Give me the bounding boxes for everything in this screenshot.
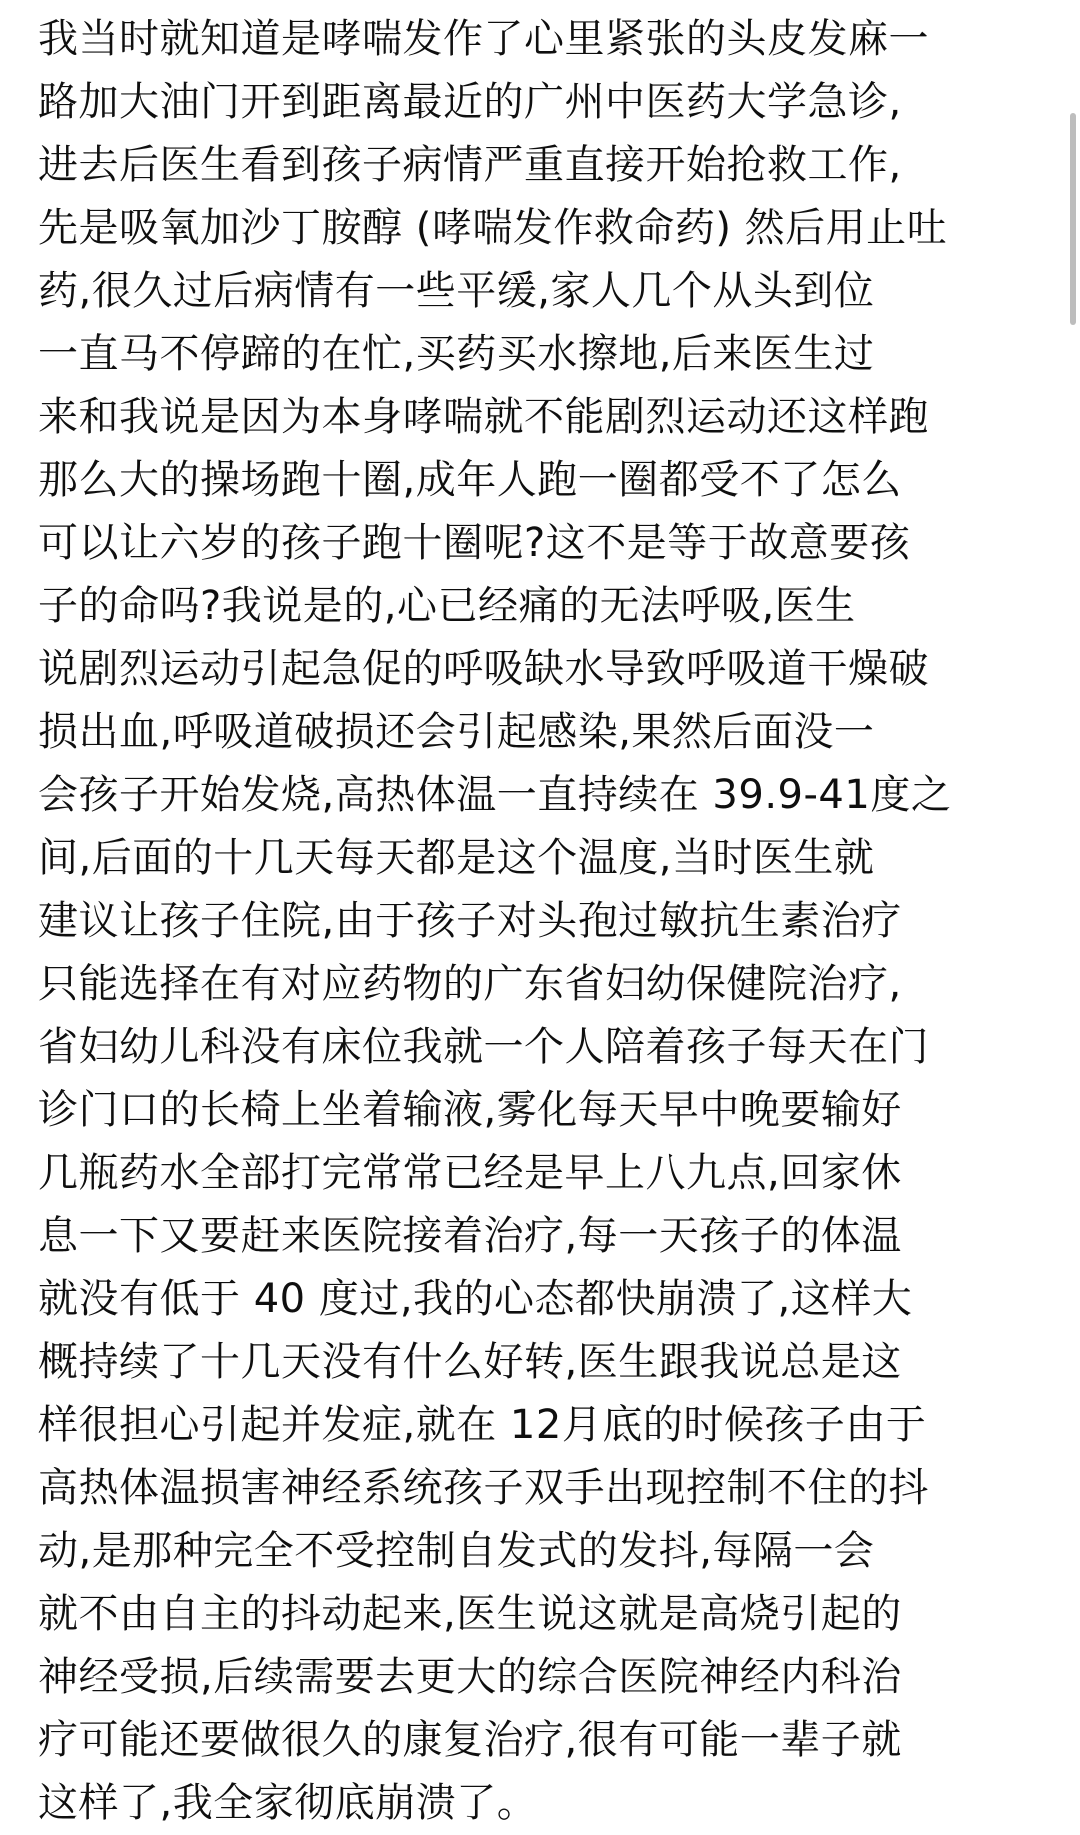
- text-line: 动,是那种完全不受控制自发式的发抖,每隔一会: [38, 1528, 875, 1574]
- scrollbar[interactable]: [1064, 0, 1080, 1831]
- text-line: 那么大的操场跑十圈,成年人跑一圈都受不了怎么: [38, 457, 902, 503]
- text-line: 来和我说是因为本身哮喘就不能剧烈运动还这样跑: [38, 394, 929, 440]
- text-line: 这样了,我全家彻底崩溃了。: [38, 1780, 538, 1826]
- scrollbar-thumb[interactable]: [1070, 113, 1076, 325]
- text-line: 子的命吗?我说是的,心已经痛的无法呼吸,医生: [38, 583, 856, 629]
- text-line: 样很担心引起并发症,就在 12月底的时候孩子由于: [38, 1402, 927, 1448]
- text-line: 损出血,呼吸道破损还会引起感染,果然后面没一: [38, 709, 875, 755]
- text-line: 建议让孩子住院,由于孩子对头孢过敏抗生素治疗: [38, 898, 902, 944]
- text-line: 省妇幼儿科没有床位我就一个人陪着孩子每天在门: [38, 1024, 929, 1070]
- text-line: 几瓶药水全部打完常常已经是早上八九点,回家休: [38, 1150, 902, 1196]
- text-line: 间,后面的十几天每天都是这个温度,当时医生就: [38, 835, 875, 881]
- text-line: 先是吸氧加沙丁胺醇 (哮喘发作救命药) 然后用止吐: [38, 205, 948, 251]
- text-line: 说剧烈运动引起急促的呼吸缺水导致呼吸道干燥破: [38, 646, 929, 692]
- text-line: 就不由自主的抖动起来,医生说这就是高烧引起的: [38, 1591, 902, 1637]
- text-line: 进去后医生看到孩子病情严重直接开始抢救工作,: [38, 142, 902, 188]
- text-line: 神经受损,后续需要去更大的综合医院神经内科治: [38, 1654, 902, 1700]
- text-line: 疗可能还要做很久的康复治疗,很有可能一辈子就: [38, 1717, 902, 1763]
- post-text: [38, 8, 1048, 1835]
- text-line: 路加大油门开到距离最近的广州中医药大学急诊,: [38, 79, 902, 125]
- text-line: 药,很久过后病情有一些平缓,家人几个从头到位: [38, 268, 875, 314]
- text-line: 概持续了十几天没有什么好转,医生跟我说总是这: [38, 1339, 902, 1385]
- text-line: 就没有低于 40 度过,我的心态都快崩溃了,这样大: [38, 1276, 913, 1322]
- text-line: 一直马不停蹄的在忙,买药买水擦地,后来医生过: [38, 331, 875, 377]
- text-line: 只能选择在有对应药物的广东省妇幼保健院治疗,: [38, 961, 902, 1007]
- text-line: 会孩子开始发烧,高热体温一直持续在 39.9-41度之: [38, 772, 952, 818]
- text-line: 我当时就知道是哮喘发作了心里紧张的头皮发麻一: [38, 16, 929, 62]
- text-line: 可以让六岁的孩子跑十圈呢?这不是等于故意要孩: [38, 520, 911, 566]
- text-line: 息一下又要赶来医院接着治疗,每一天孩子的体温: [38, 1213, 902, 1259]
- text-line: 诊门口的长椅上坐着输液,雾化每天早中晚要输好: [38, 1087, 902, 1133]
- text-line: 高热体温损害神经系统孩子双手出现控制不住的抖: [38, 1465, 929, 1511]
